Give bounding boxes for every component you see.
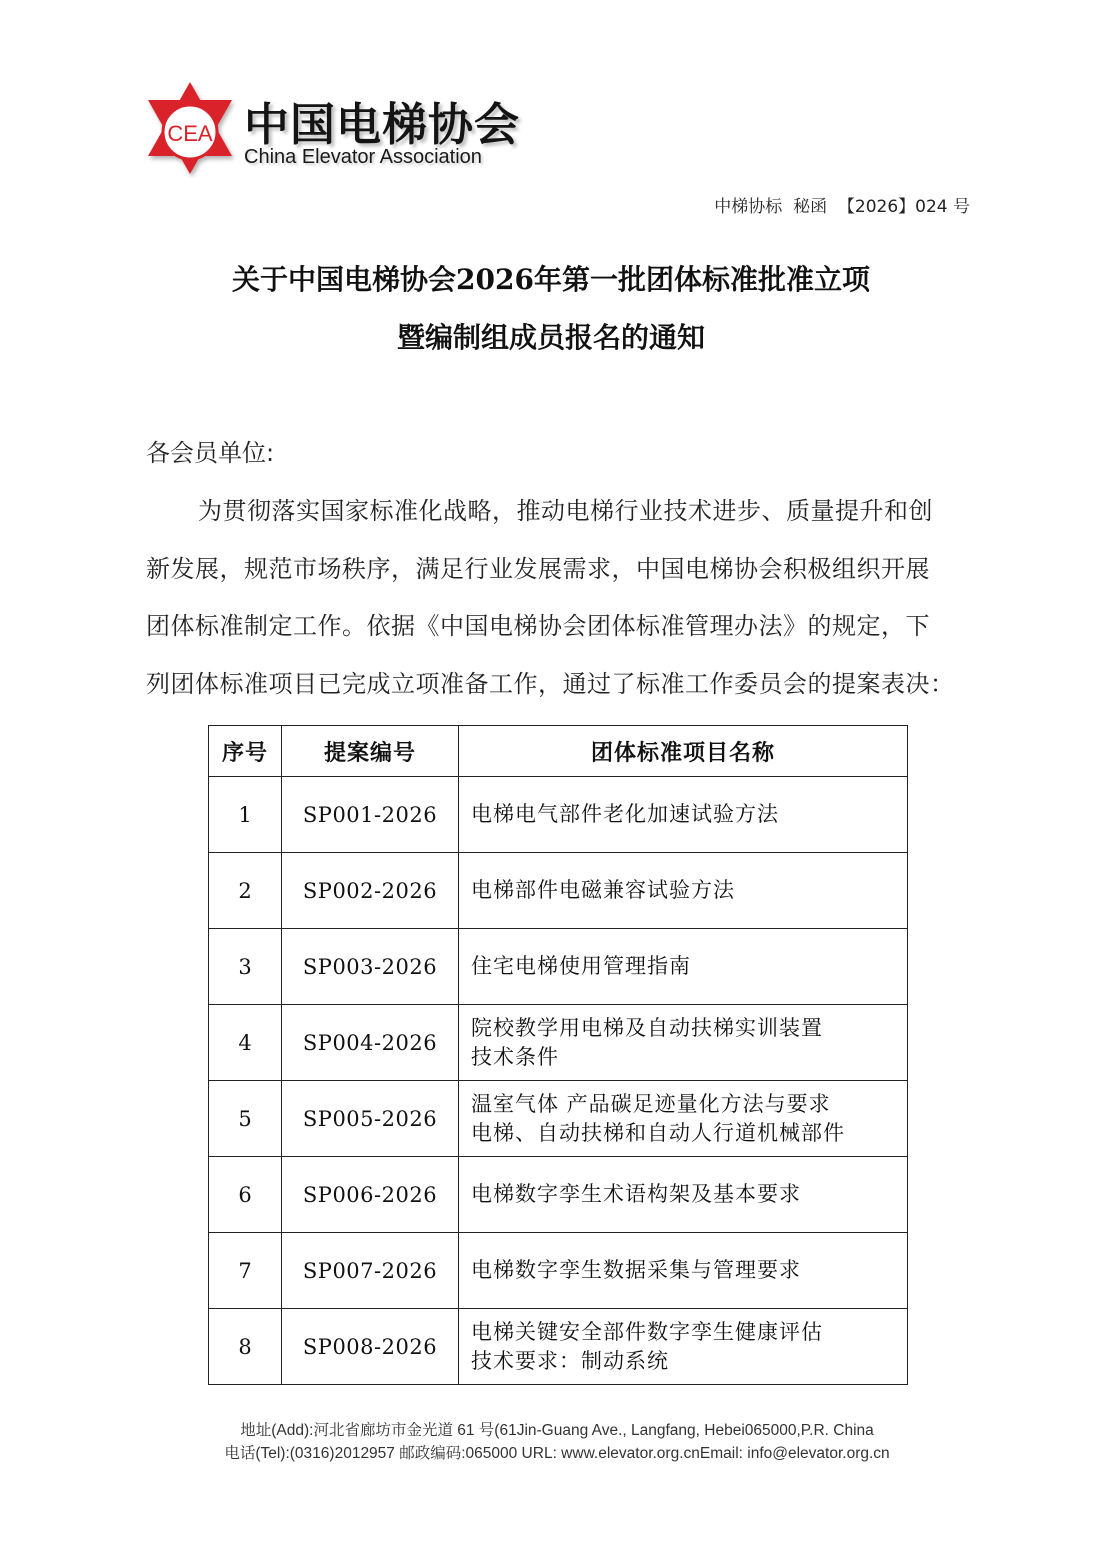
project-name-line: 电梯、自动扶梯和自动人行道机械部件 xyxy=(471,1120,845,1145)
row-proposal-code: SP003-2026 xyxy=(282,929,459,1005)
body-line: 列团体标准项目已完成立项准备工作，通过了标准工作委员会的提案表决： xyxy=(146,670,955,698)
project-name-line: 技术条件 xyxy=(471,1044,559,1069)
table-row xyxy=(209,1233,908,1309)
table-row xyxy=(209,1005,908,1081)
row-project-name xyxy=(459,1081,908,1157)
row-project-name xyxy=(459,1157,908,1233)
row-project-name xyxy=(459,853,908,929)
table-header-row xyxy=(209,726,908,777)
row-index: 8 xyxy=(209,1309,282,1385)
row-index: 6 xyxy=(209,1157,282,1233)
project-name-line: 住宅电梯使用管理指南 xyxy=(471,954,691,978)
table-row xyxy=(209,853,908,929)
table-row xyxy=(209,1157,908,1233)
project-name-line: 电梯数字孪生数据采集与管理要求 xyxy=(471,1258,801,1282)
cea-logo xyxy=(140,78,520,178)
row-index: 7 xyxy=(209,1233,282,1309)
row-proposal-code: SP002-2026 xyxy=(282,853,459,929)
project-name-line: 温室气体 产品碳足迹量化方法与要求 xyxy=(471,1091,831,1116)
notice-title-line1: 关于中国电梯协会2026年第一批团体标准批准立项 xyxy=(232,263,870,296)
project-name-line: 电梯电气部件老化加速试验方法 xyxy=(471,802,779,826)
footer-address: 地址(Add):河北省廊坊市金光道 61 号(61Jin-Guang Ave., Langfang, Hebei065000,P.R. China xyxy=(240,1422,874,1439)
row-index: 1 xyxy=(209,777,282,853)
row-proposal-code: SP001-2026 xyxy=(282,777,459,853)
body-line: 新发展，规范市场秩序，满足行业发展需求，中国电梯协会积极组织开展 xyxy=(146,555,930,583)
row-index: 2 xyxy=(209,853,282,929)
project-name-line: 电梯部件电磁兼容试验方法 xyxy=(471,878,735,902)
header-project-name: 团体标准项目名称 xyxy=(459,726,908,777)
footer-contact: 电话(Tel):(0316)2012957 邮政编码:065000 URL: www.elevator.org.cnEmail: info@elevator.org.cn xyxy=(224,1445,890,1462)
project-name-line: 电梯数字孪生术语构架及基本要求 xyxy=(471,1182,801,1206)
row-project-name xyxy=(459,1309,908,1385)
salutation: 各会员单位: xyxy=(146,439,275,467)
project-name-line: 技术要求：制动系统 xyxy=(471,1348,669,1373)
row-proposal-code: SP005-2026 xyxy=(282,1081,459,1157)
row-project-name xyxy=(459,929,908,1005)
row-index: 4 xyxy=(209,1005,282,1081)
table-row xyxy=(209,1309,908,1385)
project-name-line: 院校教学用电梯及自动扶梯实训装置 xyxy=(471,1015,823,1040)
org-name-cn: 中国电梯协会 xyxy=(244,98,521,151)
notice-title-line2: 暨编制组成员报名的通知 xyxy=(396,321,705,354)
row-proposal-code: SP007-2026 xyxy=(282,1233,459,1309)
table-row xyxy=(209,1081,908,1157)
table-row xyxy=(209,777,908,853)
row-proposal-code: SP006-2026 xyxy=(282,1157,459,1233)
row-project-name xyxy=(459,1233,908,1309)
body-line: 为贯彻落实国家标准化战略，推动电梯行业技术进步、质量提升和创 xyxy=(198,497,933,525)
row-project-name xyxy=(459,1005,908,1081)
logo-abbr: CEA xyxy=(167,121,213,146)
body-line: 团体标准制定工作。依据《中国电梯协会团体标准管理办法》的规定，下 xyxy=(146,612,930,640)
document-number: 中梯协标 秘函 【2026】024 号 xyxy=(714,197,970,217)
table-row xyxy=(209,929,908,1005)
row-index: 3 xyxy=(209,929,282,1005)
row-index: 5 xyxy=(209,1081,282,1157)
org-name-en: China Elevator Association xyxy=(244,146,482,168)
header-index: 序号 xyxy=(209,726,282,777)
row-proposal-code: SP008-2026 xyxy=(282,1309,459,1385)
standards-table xyxy=(208,725,908,1385)
row-project-name xyxy=(459,777,908,853)
header-proposal-code: 提案编号 xyxy=(282,726,459,777)
row-proposal-code: SP004-2026 xyxy=(282,1005,459,1081)
star-logo-icon xyxy=(140,78,240,178)
project-name-line: 电梯关键安全部件数字孪生健康评估 xyxy=(471,1319,823,1344)
